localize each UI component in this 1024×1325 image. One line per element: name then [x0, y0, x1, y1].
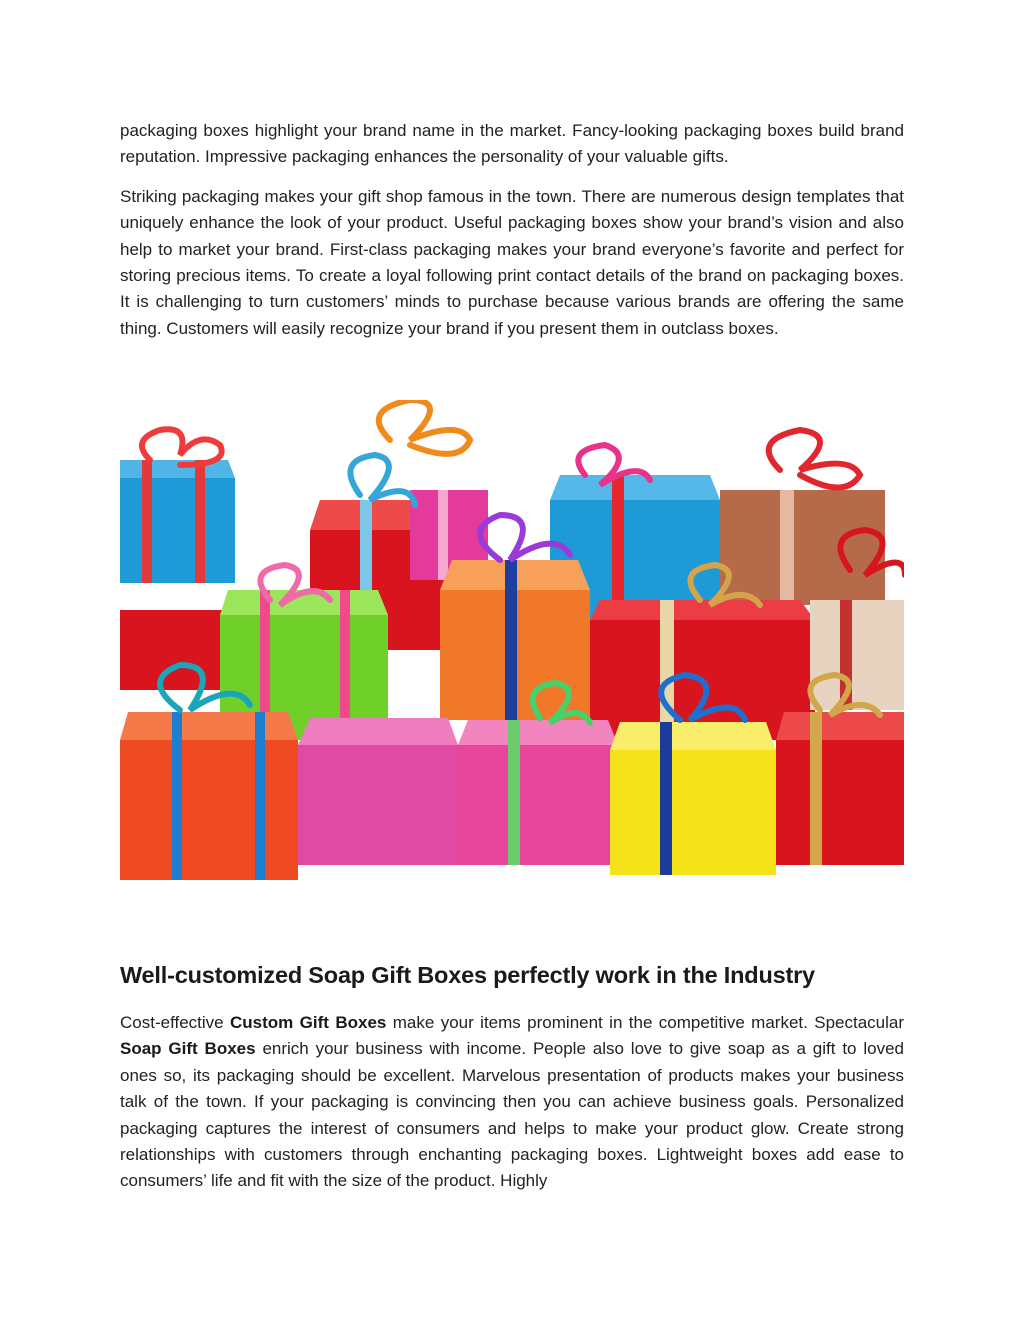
paragraph-2: Striking packaging makes your gift shop famous in the town. There are numerous design templates that uniquely enhance the look of your product. Useful packaging boxes show your brand’s vision and also help to market your brand. First-class packaging makes your brand everyone’s favorite and perfect for storing precious items. To create a loyal following print contact details of the brand on packaging boxes. It is challenging to turn customers’ minds to purchase because various brands are offering the same thing. Customers will easily recognize your brand if you present them in outclass boxes.	[120, 186, 904, 338]
pink-box-front	[298, 718, 458, 865]
patterned-box-right	[810, 600, 904, 710]
paragraph-3	[120, 1010, 904, 1195]
paragraph-3-text-1: Cost-effective	[120, 1013, 231, 1032]
red-box-left	[120, 610, 230, 690]
paragraph-1: packaging boxes highlight your brand name in the market. Fancy-looking packaging boxes build brand reputation. Impressive packaging enhances the personality of your valuable gifts.	[120, 121, 904, 167]
gift-boxes-image	[120, 400, 904, 910]
paragraph-3-text-3: enrich your business with income. People also love to give soap as a gift to loved ones so, its packaging should be excellent. Marvelous presentation of products makes your business talk of the town. If your packaging is convincing then you can achieve business goals. Personalized packaging captures the interest of consumers and helps to make your product glow. Create strong relationships with customers through enchanting packaging boxes. Lightweight boxes add ease to consumers’ life and fit with the size of the product. Highly	[120, 1039, 904, 1191]
gift-boxes-illustration	[120, 400, 904, 910]
red-box-front-right	[776, 712, 904, 865]
orange-red-box-front-left	[120, 712, 298, 880]
brown-box-back-right	[720, 490, 885, 605]
yellow-box-front	[610, 722, 776, 875]
red-box-right	[590, 600, 815, 740]
body-text-top	[120, 118, 904, 355]
body-text-bottom	[120, 1010, 904, 1208]
soap-gift-boxes-keyword: Soap Gift Boxes	[120, 1039, 256, 1059]
section-heading: Well-customized Soap Gift Boxes perfectly work in the Industry	[120, 962, 815, 988]
paragraph-3-text-2: make your items prominent in the competitive market. Spectacular	[386, 1013, 905, 1032]
custom-gift-boxes-keyword: Custom Gift Boxes	[230, 1013, 387, 1032]
magenta-box-front	[458, 720, 618, 865]
blue-box-back-left	[120, 460, 235, 583]
